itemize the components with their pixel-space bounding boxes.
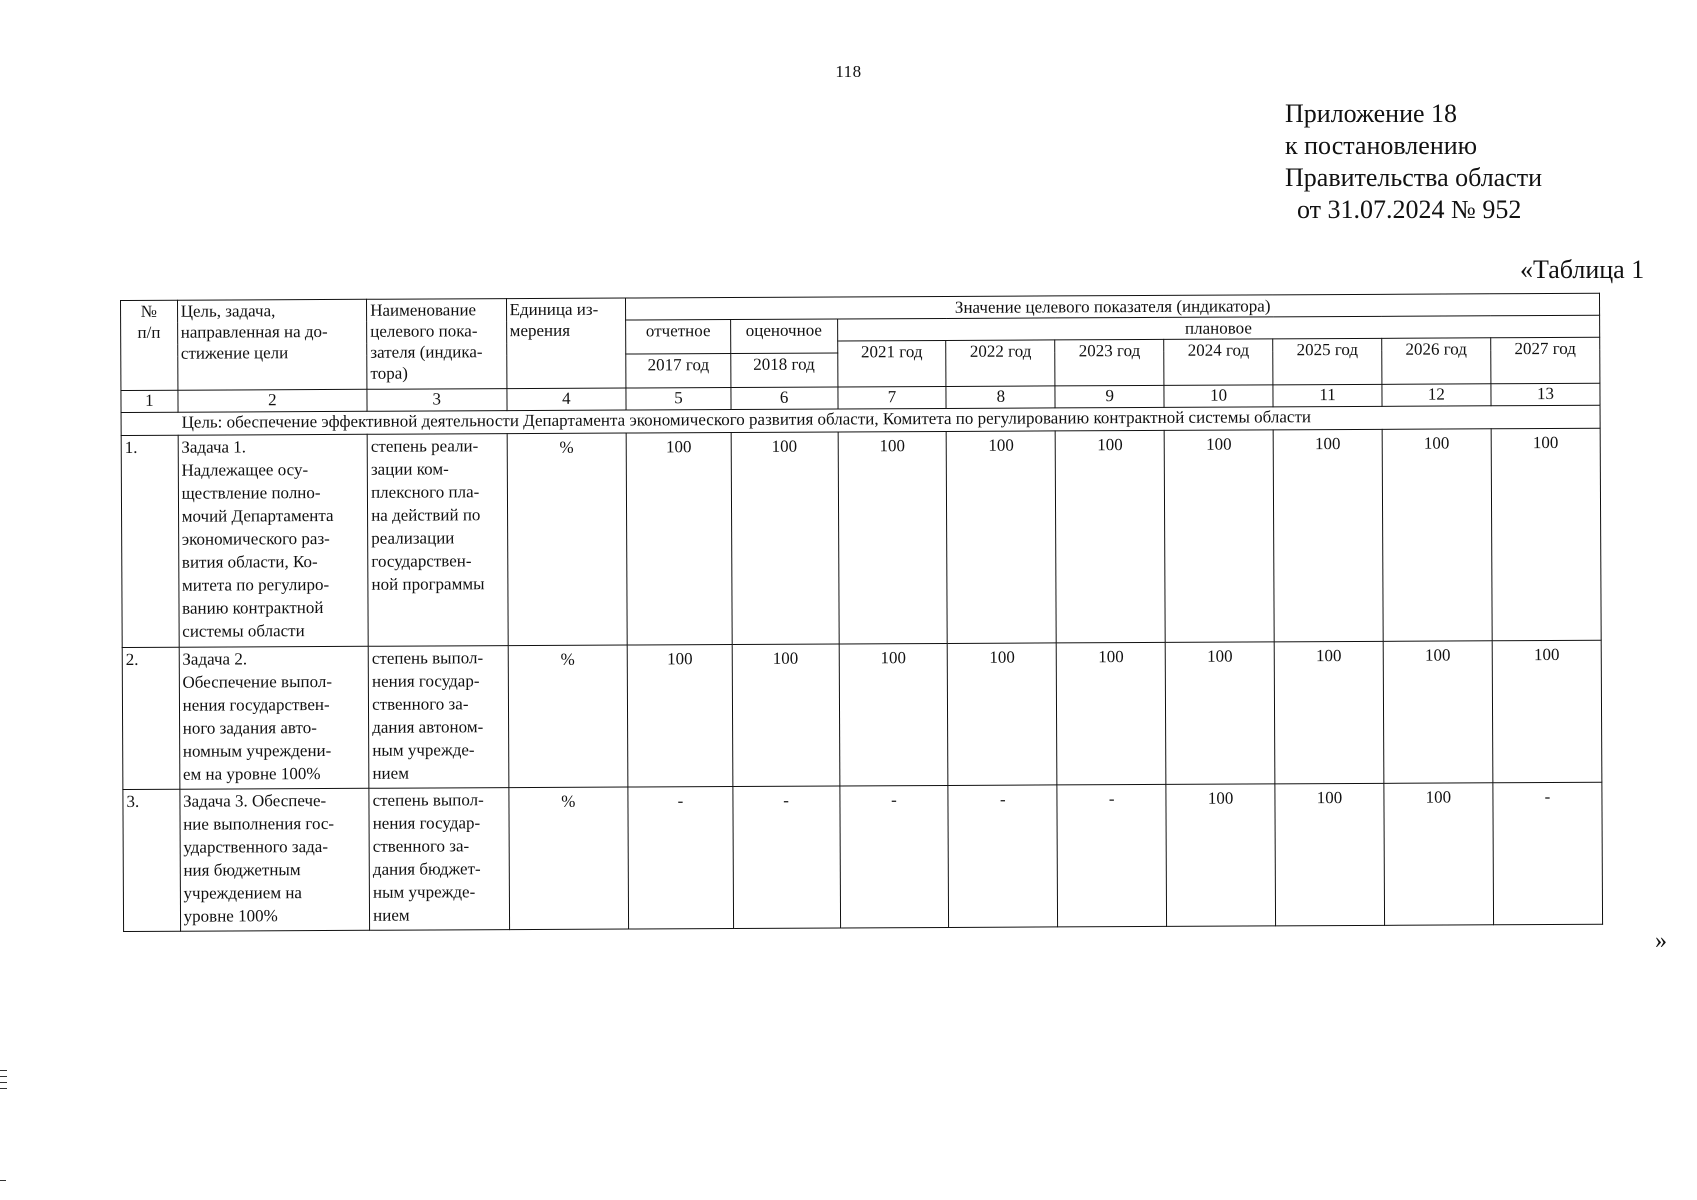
- row-number: 3.: [123, 789, 180, 931]
- value-cell: 100: [1166, 784, 1276, 927]
- appendix-line-3: Правительства области: [1285, 163, 1543, 192]
- table-row: [122, 640, 1602, 789]
- column-number: 9: [1055, 385, 1164, 408]
- header-year-2027: 2027 год: [1491, 337, 1600, 384]
- value-cell: 100: [1383, 641, 1493, 784]
- indicator-text: степень реали- зации ком- плексного пла- на действий по реализации государствен- ной программы: [367, 434, 507, 647]
- header-year-2018: 2018 год: [731, 353, 838, 388]
- column-number: 12: [1382, 384, 1491, 407]
- header-num: № п/п: [121, 300, 178, 390]
- value-cell: -: [628, 787, 733, 930]
- header-value-group: Значение целевого показателя (индикатора): [626, 293, 1600, 320]
- goal-text: Цель: обеспечение эффективной деятельности Департамента экономического развития области, Комитета по регулированию контрактной системы области: [121, 405, 1600, 435]
- header-estimated: оценочное: [730, 319, 837, 354]
- header-year-2021: 2021 год: [837, 340, 946, 387]
- unit-cell: %: [507, 433, 628, 646]
- value-cell: 100: [1491, 428, 1601, 641]
- header-year-2023: 2023 год: [1055, 339, 1164, 386]
- unit-cell: %: [508, 645, 628, 788]
- indicator-text: степень выпол- нения государ- ственного за- дания автоном- ным учрежде- нием: [368, 646, 508, 789]
- appendix-line-2: к постановлению: [1285, 131, 1478, 160]
- value-cell: 100: [838, 431, 948, 644]
- closing-quote: »: [1655, 928, 1667, 954]
- column-number: 3: [367, 389, 506, 412]
- header-reported: отчетное: [626, 320, 731, 355]
- value-cell: 100: [1164, 430, 1274, 643]
- header-year-2024: 2024 год: [1164, 339, 1273, 386]
- header-year-2025: 2025 год: [1273, 338, 1382, 385]
- header-planned: плановое: [837, 315, 1600, 341]
- column-number: 8: [946, 386, 1055, 409]
- indicators-table: [120, 293, 1603, 932]
- value-cell: 100: [1384, 783, 1494, 926]
- header-indicator: Наименование целевого пока- зателя (индика- тора): [367, 299, 507, 390]
- value-cell: 100: [1274, 641, 1384, 784]
- header-year-2026: 2026 год: [1382, 338, 1491, 385]
- column-number: 10: [1164, 385, 1273, 408]
- value-cell: 100: [731, 432, 839, 645]
- value-cell: 100: [1275, 783, 1385, 926]
- indicator-text: степень выпол- нения государ- ственного за- дания бюджет- ным учрежде- нием: [369, 788, 509, 931]
- column-number: 11: [1273, 384, 1382, 407]
- row-number: 2.: [122, 647, 179, 789]
- task-text: Задача 2. Обеспечение выпол- нения государствен- ного задания авто- номным учреждени- ем на уровне 100%: [179, 646, 369, 789]
- column-number: 5: [626, 388, 731, 411]
- column-number: 13: [1491, 383, 1600, 406]
- page-number: 118: [835, 62, 862, 81]
- value-cell: 100: [1382, 429, 1492, 642]
- column-number: 2: [178, 389, 368, 412]
- appendix-block: [1285, 98, 1542, 226]
- header-unit: Единица из- мерения: [506, 298, 626, 389]
- value-cell: -: [1057, 784, 1167, 927]
- unit-cell: %: [508, 787, 628, 930]
- value-cell: -: [948, 785, 1058, 928]
- value-cell: 100: [1492, 640, 1602, 783]
- header-goal: Цель, задача, направленная на до- стижение цели: [177, 299, 367, 390]
- value-cell: 100: [626, 433, 732, 646]
- task-text: Задача 1. Надлежащее осу- ществление полно- мочий Департамента экономического раз- вития области, Ко- митета по регулиро- ванию контрактной системы области: [178, 434, 369, 647]
- value-cell: 100: [1165, 642, 1275, 785]
- value-cell: -: [733, 786, 840, 929]
- value-cell: 100: [732, 644, 839, 787]
- appendix-line-1: Приложение 18: [1285, 99, 1458, 128]
- column-number: 6: [731, 387, 838, 410]
- indicators-table-wrapper: [120, 293, 1603, 958]
- value-cell: -: [839, 785, 949, 928]
- value-cell: -: [1493, 782, 1603, 925]
- column-number: 7: [837, 386, 946, 409]
- header-year-2017: 2017 год: [626, 354, 731, 389]
- table-row: [123, 782, 1603, 931]
- table-label: «Таблица 1: [1520, 255, 1645, 284]
- value-cell: 100: [947, 431, 1057, 644]
- column-number: 1: [121, 390, 178, 412]
- value-cell: 100: [948, 643, 1058, 786]
- value-cell: 100: [1273, 429, 1383, 642]
- task-text: Задача 3. Обеспече- ние выполнения гос- ударственного зада- ния бюджетным учреждением на уровне 100%: [180, 788, 370, 931]
- value-cell: 100: [627, 645, 732, 788]
- value-cell: 100: [1056, 642, 1166, 785]
- header-year-2022: 2022 год: [946, 340, 1055, 387]
- scan-edge-marks: [0, 1070, 8, 1094]
- table-row: [121, 428, 1601, 647]
- value-cell: 100: [1055, 430, 1165, 643]
- column-number: 4: [506, 388, 626, 411]
- value-cell: 100: [839, 643, 949, 786]
- appendix-date-line: от 31.07.2024 № 952: [1297, 195, 1522, 224]
- row-number: 1.: [121, 435, 179, 647]
